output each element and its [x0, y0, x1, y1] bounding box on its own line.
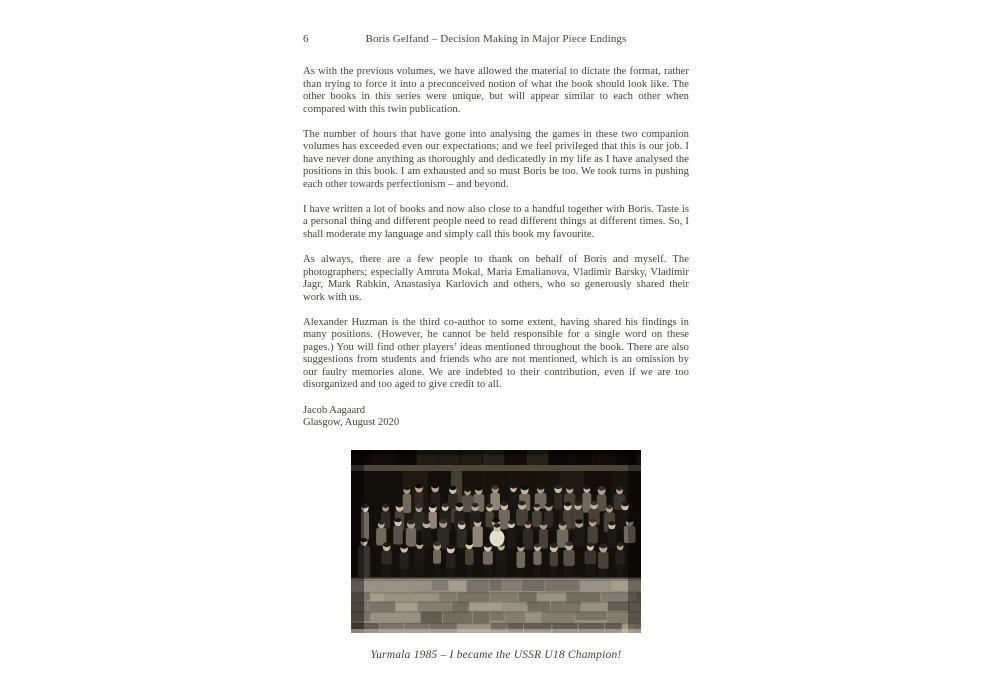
body-paragraph-2: The number of hours that have gone into analysing the games in these two companion volumes has exceeded even our expectations; and we feel privileged that this is our job. I have never done anything as thoroughly and dedicatedly in my life as I have analysed the positions in this book. I am exhausted and so must Boris be too. We took turns in pushing each other towards perfectionism – and beyond. [303, 128, 689, 190]
body-paragraph-5: Alexander Huzman is the third co-author to some extent, having shared his findings in many positions. (However, he cannot be held responsible for a single word on these pages.) You will find other players’ ideas mentioned throughout the book. There are also suggestions from students and friends who are not mentioned, which is an omission by our faulty memories alone. We are indebted to their contribution, even if we are too disorganized and too aged to give credit to all. [303, 316, 689, 391]
text-column [303, 33, 689, 661]
page-number: 6 [303, 33, 309, 45]
signature-block [303, 405, 689, 430]
photo-caption: Yurmala 1985 – I became the USSR U18 Champion! [370, 648, 622, 661]
signature-place-date: Glasgow, August 2020 [303, 417, 400, 429]
body-copy [303, 66, 689, 392]
photo-frame [303, 450, 689, 633]
body-paragraph-4: As always, there are a few people to thank on behalf of Boris and myself. The photographers; especially Amruta Mokal, Maria Emalianova, Vladimir Barsky, Vladimir Jagr, Mark Rabkin, Anastasiya Karlovich and others, who so generously shared their work with us. [303, 254, 689, 303]
running-title: Boris Gelfand – Decision Making in Major Piece Endings [365, 33, 627, 45]
running-header [303, 33, 689, 46]
group-photo [351, 450, 641, 633]
body-paragraph-1: As with the previous volumes, we have allowed the material to dictate the format, rather than trying to force it into a preconceived notion of what the book should look like. The other books in this series were unique, but will appear similar to each other when compared with this twin publication. [303, 66, 689, 115]
signature-name: Jacob Aagaard [303, 404, 366, 416]
body-paragraph-3: I have written a lot of books and now also close to a handful together with Boris. Taste is a personal thing and different people need to read different things at different times. So, I shall moderate my language and simply call this book my favourite. [303, 203, 689, 241]
